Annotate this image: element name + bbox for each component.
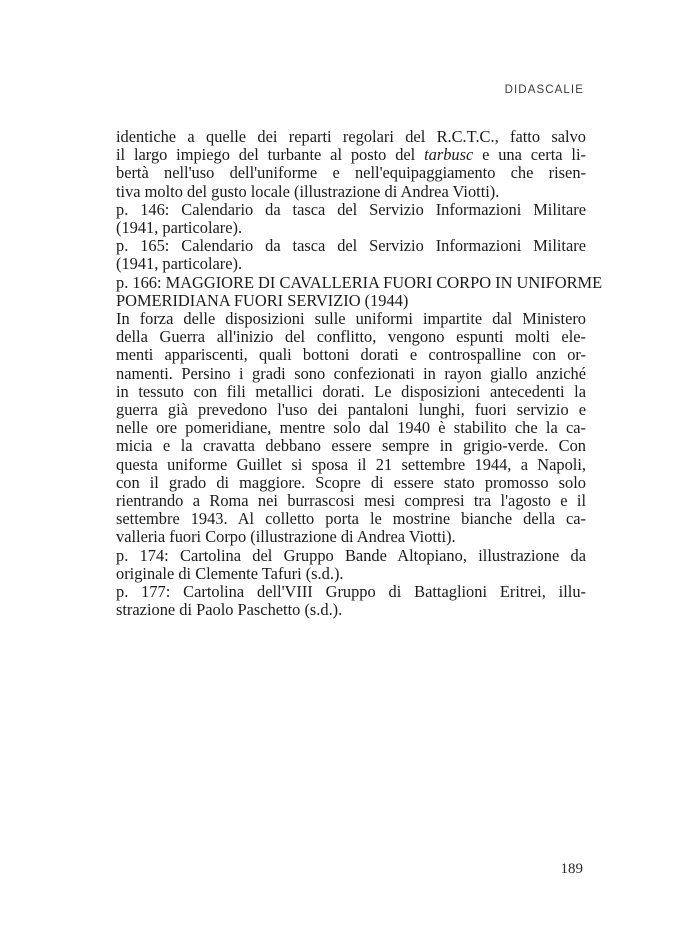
text-line: bertà nell'uso dell'uniforme e nell'equipaggiamento che risen- bbox=[116, 163, 586, 183]
page-number: 189 bbox=[560, 861, 583, 877]
caption-text-block bbox=[116, 127, 603, 620]
text-line: strazione di Paolo Paschetto (s.d.). bbox=[116, 600, 343, 620]
text-line: settembre 1943. Al colletto porta le mostrine bianche della ca- bbox=[116, 509, 586, 529]
text-line: (1941, particolare). bbox=[116, 254, 243, 274]
text-line: p. 146: Calendario da tasca del Servizio Informazioni Militare bbox=[116, 199, 586, 219]
text-line: nelle ore pomeridiane, mentre solo dal 1940 è stabilito che la ca- bbox=[116, 418, 586, 438]
italic-term: tarbusc bbox=[424, 145, 474, 165]
text-line: originale di Clemente Tafuri (s.d.). bbox=[116, 563, 344, 583]
text-line: p. 166: MAGGIORE DI CAVALLERIA FUORI CORPO IN UNIFORME bbox=[116, 272, 603, 292]
text-line: p. 165: Calendario da tasca del Servizio Informazioni Militare bbox=[116, 236, 586, 256]
text-line: questa uniforme Guillet si sposa il 21 settembre 1944, a Napoli, bbox=[116, 454, 586, 474]
text-line: con il grado di maggiore. Scopre di essere stato promosso solo bbox=[116, 472, 586, 492]
text-line: identiche a quelle dei reparti regolari del R.C.T.C., fatto salvo bbox=[116, 127, 586, 146]
text-line: p. 174: Cartolina del Gruppo Bande Altopiano, illustrazione da bbox=[116, 545, 586, 565]
text-line: namenti. Persino i gradi sono confezionati in rayon giallo anziché bbox=[116, 363, 586, 383]
text-line: micia e la cravatta debbano essere sempre in grigio-verde. Con bbox=[116, 436, 586, 456]
text-line: In forza delle disposizioni sulle uniformi impartite dal Ministero bbox=[116, 309, 586, 329]
text-line: guerra già prevedono l'uso dei pantaloni lunghi, fuori servizio e bbox=[116, 400, 586, 420]
running-header: DIDASCALIE bbox=[504, 84, 584, 96]
text-line: (1941, particolare). bbox=[116, 218, 243, 238]
text-line: il largo impiego del turbante al posto del tarbusc e una certa li- bbox=[116, 145, 586, 165]
text-line: POMERIDIANA FUORI SERVIZIO (1944) bbox=[116, 290, 409, 310]
text-line: valleria fuori Corpo (illustrazione di Andrea Viotti). bbox=[116, 527, 456, 547]
text-line: tiva molto del gusto locale (illustrazione di Andrea Viotti). bbox=[116, 181, 500, 201]
text-line: rientrando a Roma nei burrascosi mesi compresi tra l'agosto e il bbox=[116, 491, 586, 511]
text-line: p. 177: Cartolina dell'VIII Gruppo di Battaglioni Eritrei, illu- bbox=[116, 582, 586, 602]
text-line: della Guerra all'inizio del conflitto, vengono espunti molti ele- bbox=[116, 327, 586, 347]
text-line: menti appariscenti, quali bottoni dorati e controspalline con or- bbox=[116, 345, 586, 365]
text-line: in tessuto con fili metallici dorati. Le disposizioni antecedenti la bbox=[116, 381, 586, 401]
